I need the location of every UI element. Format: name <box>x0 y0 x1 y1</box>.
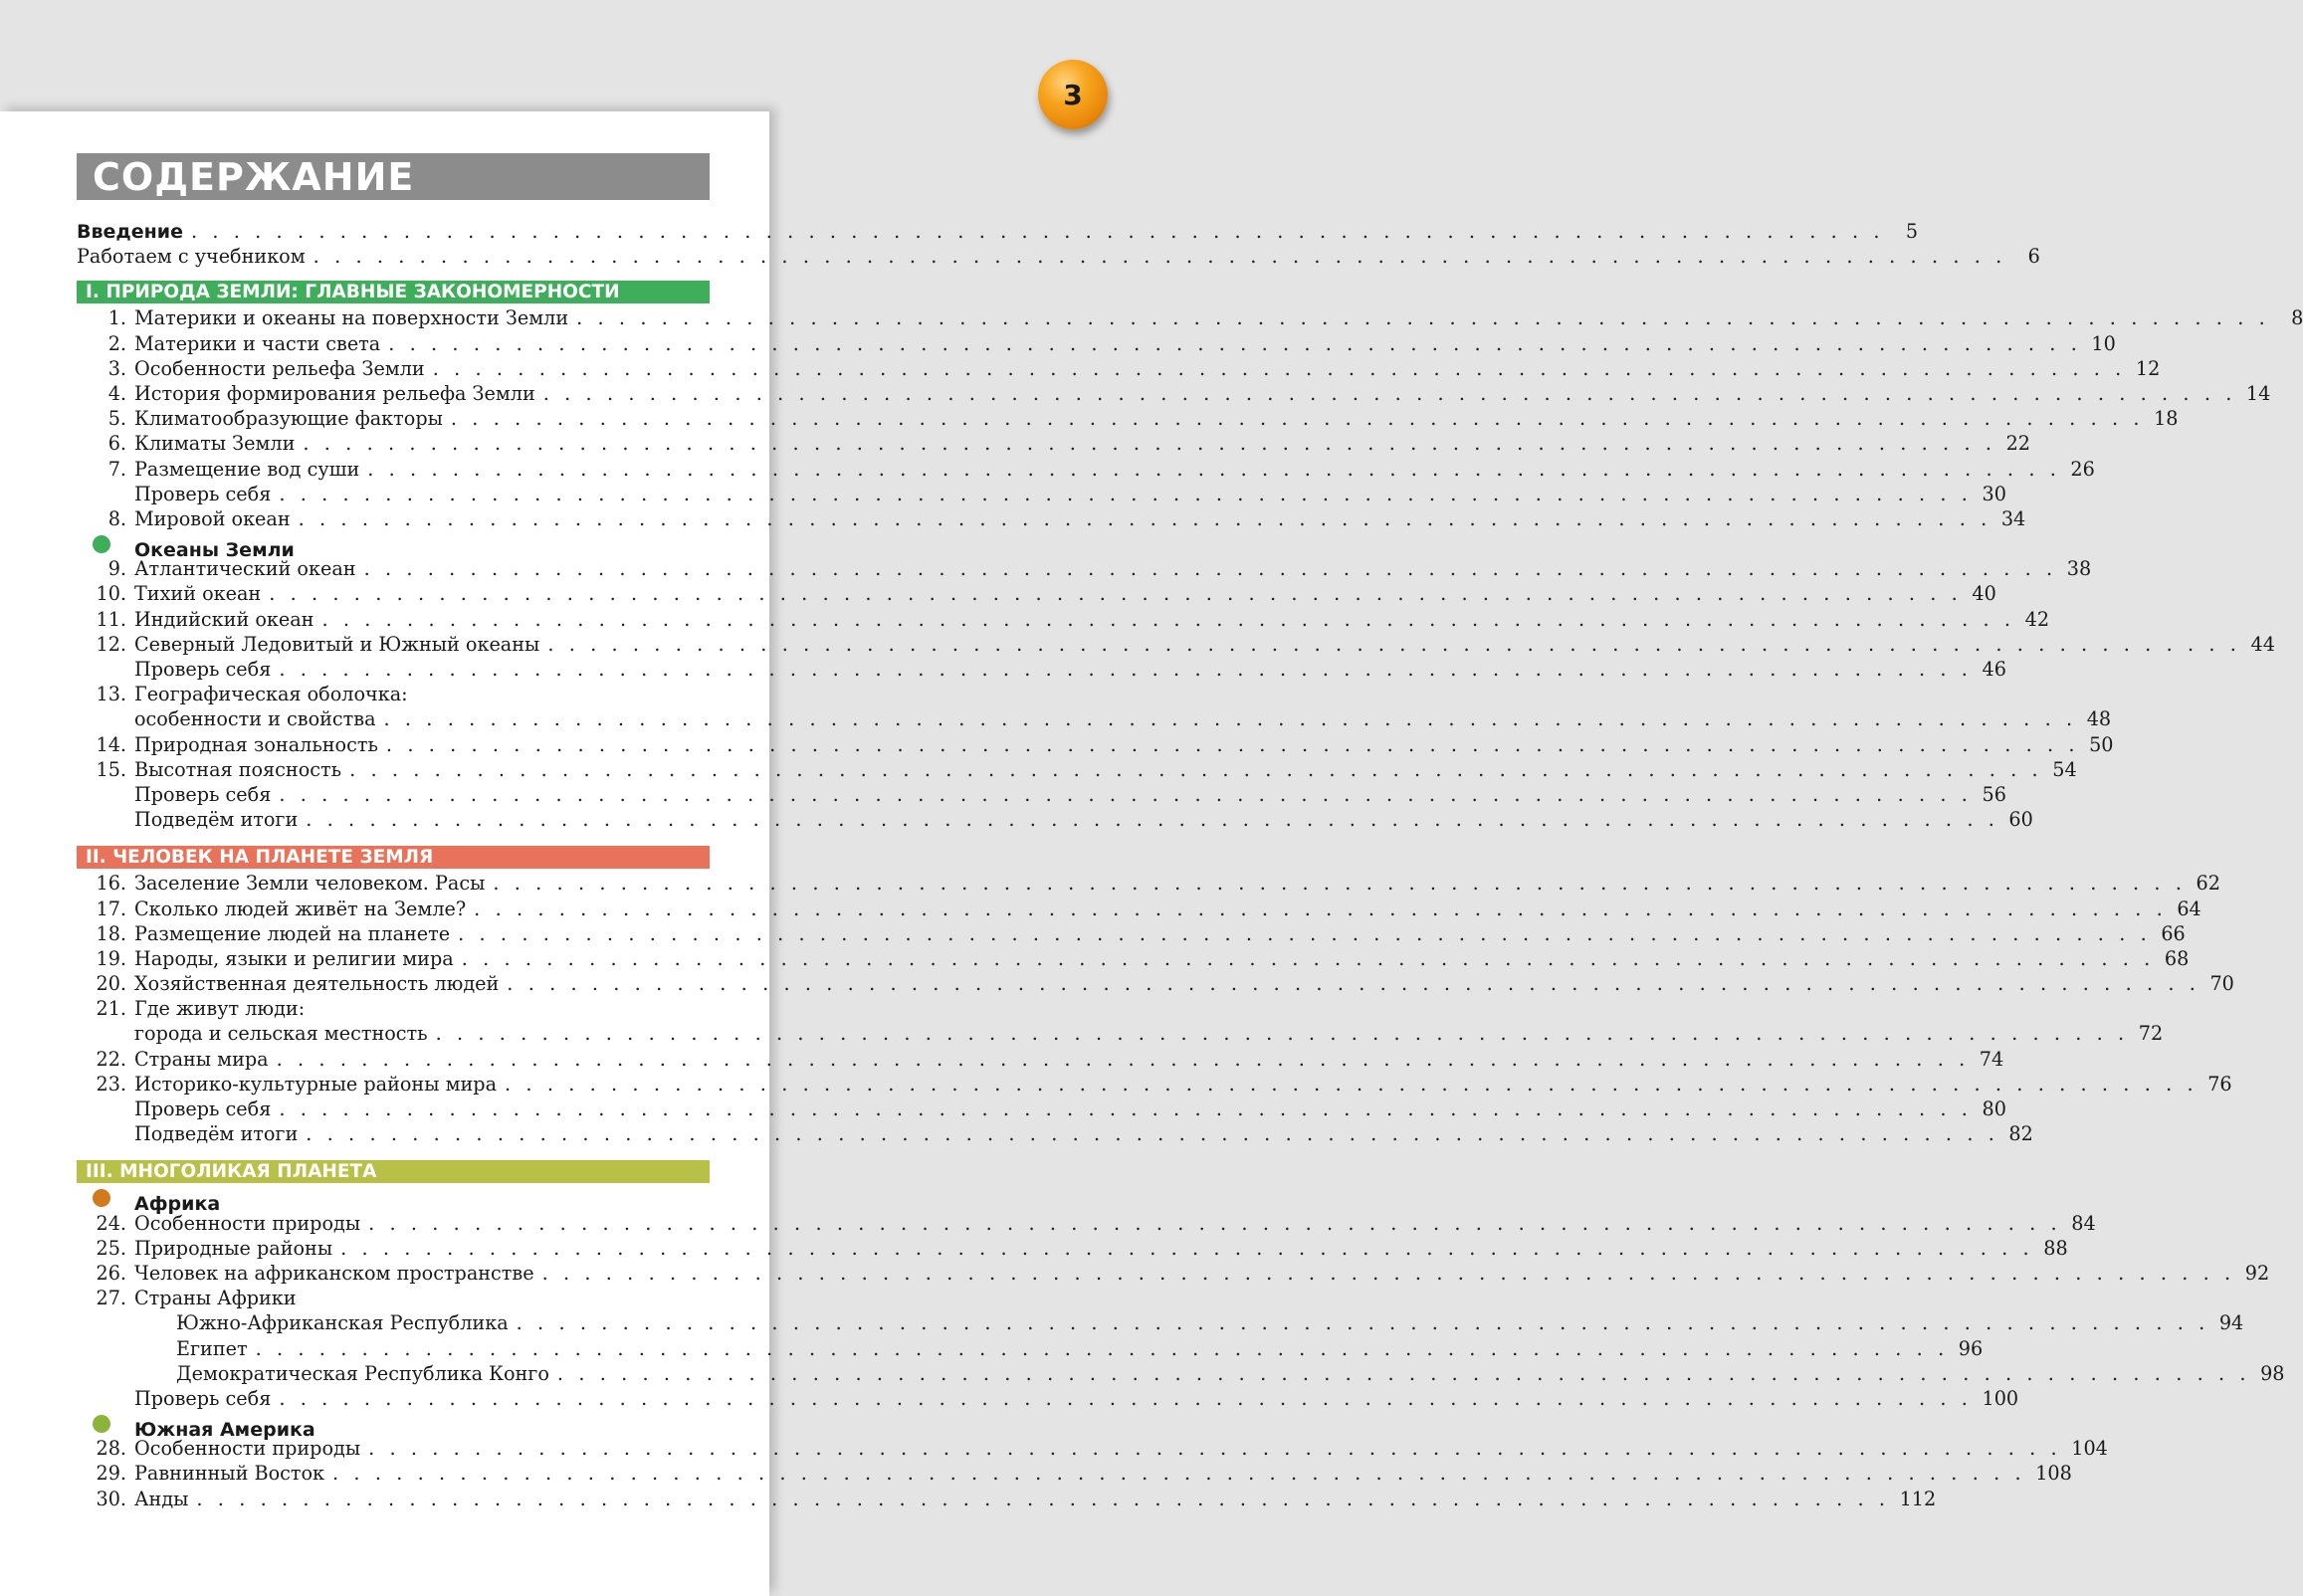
toc-entry[interactable] <box>77 305 2303 330</box>
dot-leader: . . . . . . . . . . . . . . . . . . . . . . . . . . . . . . . . . . . . . . . . . . . . . . . . . . . . . . . . . . . . . . . . . . . . . . . . . . . . . . . . <box>363 557 2057 581</box>
bullet-dot-icon <box>93 535 110 553</box>
entry-page: 104 <box>2071 1437 2108 1461</box>
entry-page: 62 <box>2196 872 2220 896</box>
toc-entry[interactable] <box>77 1336 1984 1361</box>
entry-number: 8. <box>107 506 126 530</box>
subsection-label: Африка <box>134 1193 221 1216</box>
entry-number: 26. <box>96 1261 126 1285</box>
entry-page: 22 <box>2005 432 2030 456</box>
page-sheet <box>0 111 2303 1596</box>
entry-page: 88 <box>2043 1236 2068 1260</box>
entry-number: 2. <box>107 331 126 355</box>
dot-leader: . . . . . . . . . . . . . . . . . . . . . . . . . . . . . . . . . . . . . . . . . . . . . . . . . . . . . . . . . . . . . . . . . . . . . . . . . . . . . . . . <box>435 1022 2129 1046</box>
entry-number: 16. <box>96 872 126 896</box>
dot-leader: . . . . . . . . . . . . . . . . . . . . . . . . . . . . . . . . . . . . . . . . . . . . . . . . . . . . . . . . . . . . . . . . . . . . . . . . . . . . . . . . <box>432 356 2126 380</box>
entry-label: Сколько людей живёт на Земле? <box>134 897 467 920</box>
entry-page: 74 <box>1979 1047 2004 1071</box>
dot-leader: . . . . . . . . . . . . . . . . . . . . . . . . . . . . . . . . . . . . . . . . . . . . . . . . . . . . . . . . . . . . . . . . . . . . . . . . . . . . . . . . <box>279 482 1973 505</box>
entry-label: Хозяйственная деятельность людей <box>134 972 500 996</box>
dot-leader: . . . . . . . . . . . . . . . . . . . . . . . . . . . . . . . . . . . . . . . . . . . . . . . . . . . . . . . . . . . . . . . . . . . . . . . . . . . . . . . . <box>349 757 2043 781</box>
dot-leader: . . . . . . . . . . . . . . . . . . . . . . . . . . . . . . . . . . . . . . . . . . . . . . . . . . . . . . . . . . . . . . . . . . . . . . . . . . . . . . . . <box>255 1336 1949 1360</box>
subsection-heading <box>77 531 710 562</box>
toc-entry[interactable] <box>77 632 2275 657</box>
entry-page: 8 <box>2291 306 2303 330</box>
bullet-cell <box>77 1185 134 1210</box>
entry-label: Материки и океаны на поверхности Земли <box>134 306 569 330</box>
entry-page: 10 <box>2091 331 2116 355</box>
entry-label: Работаем с учебником <box>77 245 306 269</box>
dot-leader: . . . . . . . . . . . . . . . . . . . . . . . . . . . . . . . . . . . . . . . . . . . . . . . . . . . . . . . . . . . . . . . . . . . . . . . . . . . . . . . . <box>368 1211 2062 1235</box>
dot-leader: . . . . . . . . . . . . . . . . . . . . . . . . . . . . . . . . . . . . . . . . . . . . . . . . . . . . . . . . . . . . . . . . . . . . . . . . . . . . . . . . <box>383 707 2077 731</box>
dot-leader: . . . . . . . . . . . . . . . . . . . . . . . . . . . . . . . . . . . . . . . . . . . . . . . . . . . . . . . . . . . . . . . . . . . . . . . . . . . . . . . . <box>505 1072 2198 1096</box>
toc-entry[interactable] <box>77 682 710 706</box>
dot-leader: . . . . . . . . . . . . . . . . . . . . . . . . . . . . . . . . . . . . . . . . . . . . . . . . . . . . . . . . . . . . . . . . . . . . . . . . . . . . . . . . <box>276 1047 1970 1071</box>
entry-number: 20. <box>96 972 126 996</box>
dot-leader: . . . . . . . . . . . . . . . . . . . . . . . . . . . . . . . . . . . . . . . . . . . . . . . . . . . . . . . . . . . . . . . . . . . . . . . . . . . . . . . . <box>385 732 2080 756</box>
entry-label: Размещение людей на планете <box>134 921 451 945</box>
entry-label: Высотная поясность <box>134 757 342 781</box>
toc-entry[interactable] <box>77 1487 1937 1511</box>
entry-label: Особенности природы <box>134 1211 361 1235</box>
entry-number: 23. <box>96 1072 126 1096</box>
toc-entry[interactable] <box>77 757 2077 782</box>
dot-leader: . . . . . . . . . . . . . . . . . . . . . . . . . . . . . . . . . . . . . . . . . . . . . . . . . . . . . . . . . . . . . . . . . . . . . . . . . . . . . . . . <box>458 921 2152 945</box>
dot-leader: . . . . . . . . . . . . . . . . . . . . . . . . . . . . . . . . . . . . . . . . . . . . . . . . . . . . . . . . . . . . . . . . . . . . . . . . . . . . . . . . <box>547 632 2241 656</box>
toc-entry[interactable] <box>77 356 2161 381</box>
dot-leader: . . . . . . . . . . . . . . . . . . . . . . . . . . . . . . . . . . . . . . . . . . . . . . . . . . . . . . . . . . . . . . . . . . . . . . . . . . . . . . . . <box>190 220 1885 243</box>
toc-entry[interactable] <box>77 331 2116 356</box>
entry-label: Заселение Земли человеком. Расы <box>134 872 486 896</box>
dot-leader: . . . . . . . . . . . . . . . . . . . . . . . . . . . . . . . . . . . . . . . . . . . . . . . . . . . . . . . . . . . . . . . . . . . . . . . . . . . . . . . . <box>279 1386 1973 1410</box>
entry-page: 84 <box>2071 1211 2096 1235</box>
toc-entry[interactable] <box>77 482 2006 506</box>
entry-label: Равнинный Восток <box>134 1462 325 1486</box>
section-heading: I. ПРИРОДА ЗЕМЛИ: ГЛАВНЫЕ ЗАКОНОМЕРНОСТИ <box>77 281 710 303</box>
subsection-heading <box>77 1411 710 1442</box>
page-number: 3 <box>1063 78 1083 111</box>
toc-entry[interactable] <box>77 1097 2006 1121</box>
bullet-cell <box>77 1411 134 1436</box>
entry-page: 38 <box>2066 557 2092 581</box>
toc-entry[interactable] <box>77 782 2006 807</box>
entry-label: Северный Ледовитый и Южный океаны <box>134 632 540 656</box>
bullet-dot-icon <box>93 1415 110 1433</box>
entry-number: 24. <box>96 1211 126 1235</box>
entry-page: 92 <box>2244 1261 2270 1285</box>
entry-number: 10. <box>96 582 126 606</box>
dot-leader: . . . . . . . . . . . . . . . . . . . . . . . . . . . . . . . . . . . . . . . . . . . . . . . . . . . . . . . . . . . . . . . . . . . . . . . . . . . . . . . . <box>576 306 2270 330</box>
dot-leader: . . . . . . . . . . . . . . . . . . . . . . . . . . . . . . . . . . . . . . . . . . . . . . . . . . . . . . . . . . . . . . . . . . . . . . . . . . . . . . . . <box>279 658 1973 681</box>
entry-label: Атлантический океан <box>134 557 356 581</box>
toc-entry[interactable] <box>77 1310 2244 1335</box>
toc-entry[interactable] <box>77 219 1919 244</box>
dot-leader: . . . . . . . . . . . . . . . . . . . . . . . . . . . . . . . . . . . . . . . . . . . . . . . . . . . . . . . . . . . . . . . . . . . . . . . . . . . . . . . . <box>196 1487 1890 1510</box>
entry-page: 46 <box>1982 658 2006 681</box>
dot-leader: . . . . . . . . . . . . . . . . . . . . . . . . . . . . . . . . . . . . . . . . . . . . . . . . . . . . . . . . . . . . . . . . . . . . . . . . . . . . . . . . <box>556 1361 2251 1385</box>
dot-leader: . . . . . . . . . . . . . . . . . . . . . . . . . . . . . . . . . . . . . . . . . . . . . . . . . . . . . . . . . . . . . . . . . . . . . . . . . . . . . . . . <box>541 1261 2235 1285</box>
entry-number: 9. <box>107 557 126 581</box>
page-number-badge <box>1038 60 1108 129</box>
toc-entry[interactable] <box>77 244 2040 269</box>
entry-label: Где живут люди: <box>134 997 306 1021</box>
entry-page: 6 <box>2027 245 2040 269</box>
toc-entry[interactable] <box>77 706 2112 731</box>
toc-entry[interactable] <box>77 921 2186 946</box>
entry-page: 5 <box>1905 220 1919 243</box>
entry-label: Географическая оболочка: <box>134 683 408 706</box>
entry-page: 70 <box>2209 972 2234 996</box>
entry-label: Проверь себя <box>134 658 272 681</box>
entry-label: Проверь себя <box>134 1097 272 1120</box>
subsection-heading <box>77 1185 710 1216</box>
entry-label: города и сельская местность <box>134 1022 428 1046</box>
toc-entry[interactable] <box>77 431 2030 456</box>
toc-entry[interactable] <box>77 657 2006 682</box>
dot-leader: . . . . . . . . . . . . . . . . . . . . . . . . . . . . . . . . . . . . . . . . . . . . . . . . . . . . . . . . . . . . . . . . . . . . . . . . . . . . . . . . <box>474 897 2168 920</box>
entry-page: 26 <box>2070 457 2095 481</box>
entry-label: особенности и свойства <box>134 707 376 731</box>
entry-page: 68 <box>2164 946 2190 970</box>
entry-number: 6. <box>107 432 126 456</box>
dot-leader: . . . . . . . . . . . . . . . . . . . . . . . . . . . . . . . . . . . . . . . . . . . . . . . . . . . . . . . . . . . . . . . . . . . . . . . . . . . . . . . . <box>306 1122 1999 1146</box>
entry-page: 66 <box>2161 921 2186 945</box>
entry-page: 40 <box>1972 582 1996 606</box>
entry-page: 12 <box>2135 356 2161 380</box>
entry-number: 4. <box>107 381 126 405</box>
toc-entry[interactable] <box>77 871 2220 896</box>
toc-entry[interactable] <box>77 506 2026 531</box>
dot-leader: . . . . . . . . . . . . . . . . . . . . . . . . . . . . . . . . . . . . . . . . . . . . . . . . . . . . . . . . . . . . . . . . . . . . . . . . . . . . . . . . <box>306 808 1999 832</box>
title-bar <box>77 153 710 200</box>
entry-number: 15. <box>96 757 126 781</box>
bullet-dot-icon <box>93 1189 110 1207</box>
entry-page: 50 <box>2089 732 2114 756</box>
dot-leader: . . . . . . . . . . . . . . . . . . . . . . . . . . . . . . . . . . . . . . . . . . . . . . . . . . . . . . . . . . . . . . . . . . . . . . . . . . . . . . . . <box>368 1437 2062 1461</box>
entry-label: Природная зональность <box>134 732 378 756</box>
entry-page: 34 <box>2000 506 2026 530</box>
entry-number: 17. <box>96 897 126 920</box>
entry-label: Мировой океан <box>134 506 291 530</box>
bullet-cell <box>77 531 134 556</box>
toc-entry[interactable] <box>77 996 710 1021</box>
dot-leader: . . . . . . . . . . . . . . . . . . . . . . . . . . . . . . . . . . . . . . . . . . . . . . . . . . . . . . . . . . . . . . . . . . . . . . . . . . . . . . . . <box>279 782 1973 806</box>
entry-page: 48 <box>2086 707 2112 731</box>
entry-page: 80 <box>1982 1097 2006 1120</box>
entry-label: Климатообразующие факторы <box>134 407 443 431</box>
entry-page: 76 <box>2207 1072 2232 1096</box>
page-title: СОДЕРЖАНИЕ <box>93 154 415 199</box>
entry-label: Размещение вод суши <box>134 457 360 481</box>
entry-number: 5. <box>107 407 126 431</box>
dot-leader: . . . . . . . . . . . . . . . . . . . . . . . . . . . . . . . . . . . . . . . . . . . . . . . . . . . . . . . . . . . . . . . . . . . . . . . . . . . . . . . . <box>388 331 2082 355</box>
dot-leader: . . . . . . . . . . . . . . . . . . . . . . . . . . . . . . . . . . . . . . . . . . . . . . . . . . . . . . . . . . . . . . . . . . . . . . . . . . . . . . . . <box>340 1236 2034 1260</box>
entry-number: 11. <box>96 607 126 631</box>
entry-number: 21. <box>96 997 126 1021</box>
toc-entry[interactable] <box>77 607 2050 632</box>
dot-leader: . . . . . . . . . . . . . . . . . . . . . . . . . . . . . . . . . . . . . . . . . . . . . . . . . . . . . . . . . . . . . . . . . . . . . . . . . . . . . . . . <box>367 457 2061 481</box>
entry-label: Демократическая Республика Конго <box>176 1361 549 1385</box>
toc-entry[interactable] <box>77 1121 2033 1146</box>
dot-leader: . . . . . . . . . . . . . . . . . . . . . . . . . . . . . . . . . . . . . . . . . . . . . . . . . . . . . . . . . . . . . . . . . . . . . . . . . . . . . . . . <box>493 872 2187 896</box>
toc-entry[interactable] <box>77 1461 2072 1486</box>
dot-leader: . . . . . . . . . . . . . . . . . . . . . . . . . . . . . . . . . . . . . . . . . . . . . . . . . . . . . . . . . . . . . . . . . . . . . . . . . . . . . . . . <box>279 1097 1973 1120</box>
entry-label: Страны Африки <box>134 1287 297 1310</box>
entry-label: Введение <box>77 221 183 243</box>
entry-number: 19. <box>96 946 126 970</box>
dot-leader: . . . . . . . . . . . . . . . . . . . . . . . . . . . . . . . . . . . . . . . . . . . . . . . . . . . . . . . . . . . . . . . . . . . . . . . . . . . . . . . . <box>303 432 1996 456</box>
section-heading: III. МНОГОЛИКАЯ ПЛАНЕТА <box>77 1160 710 1183</box>
entry-label: Человек на африканском пространстве <box>134 1261 534 1285</box>
dot-leader: . . . . . . . . . . . . . . . . . . . . . . . . . . . . . . . . . . . . . . . . . . . . . . . . . . . . . . . . . . . . . . . . . . . . . . . . . . . . . . . . <box>450 407 2145 431</box>
entry-label: Проверь себя <box>134 482 272 505</box>
entry-page: 64 <box>2177 897 2201 920</box>
dot-leader: . . . . . . . . . . . . . . . . . . . . . . . . . . . . . . . . . . . . . . . . . . . . . . . . . . . . . . . . . . . . . . . . . . . . . . . . . . . . . . . . <box>321 607 2015 631</box>
toc-entry[interactable] <box>77 1211 2096 1236</box>
toc-entry[interactable] <box>77 1236 2068 1261</box>
entry-label: Египет <box>176 1336 248 1360</box>
entry-label: Проверь себя <box>134 1386 272 1410</box>
entry-label: Подведём итоги <box>134 1122 299 1146</box>
entry-label: Анды <box>134 1487 189 1510</box>
entry-page: 54 <box>2052 757 2077 781</box>
toc-entry[interactable] <box>77 556 2092 581</box>
entry-label: Подведём итоги <box>134 808 299 832</box>
entry-page: 56 <box>1982 782 2006 806</box>
entry-number: 25. <box>96 1236 126 1260</box>
entry-page: 100 <box>1982 1386 2019 1410</box>
toc-entry[interactable] <box>77 946 2190 971</box>
entry-number: 28. <box>96 1437 126 1461</box>
toc-entry[interactable] <box>77 1072 2232 1097</box>
entry-label: Тихий океан <box>134 582 262 606</box>
entry-page: 82 <box>2008 1122 2033 1146</box>
subsection-label: Южная Америка <box>134 1419 315 1442</box>
toc-entry[interactable] <box>77 1436 2108 1461</box>
dot-leader: . . . . . . . . . . . . . . . . . . . . . . . . . . . . . . . . . . . . . . . . . . . . . . . . . . . . . . . . . . . . . . . . . . . . . . . . . . . . . . . . <box>507 972 2200 996</box>
entry-page: 72 <box>2138 1022 2164 1046</box>
toc-entry[interactable] <box>77 1361 2285 1386</box>
toc-entry[interactable] <box>77 732 2114 757</box>
dot-leader: . . . . . . . . . . . . . . . . . . . . . . . . . . . . . . . . . . . . . . . . . . . . . . . . . . . . . . . . . . . . . . . . . . . . . . . . . . . . . . . . <box>298 506 1991 530</box>
entry-label: Природные районы <box>134 1236 333 1260</box>
toc-entry[interactable] <box>77 971 2234 996</box>
toc-entry[interactable] <box>77 897 2201 921</box>
entry-number: 27. <box>96 1287 126 1310</box>
entry-label: Особенности природы <box>134 1437 361 1461</box>
dot-leader: . . . . . . . . . . . . . . . . . . . . . . . . . . . . . . . . . . . . . . . . . . . . . . . . . . . . . . . . . . . . . . . . . . . . . . . . . . . . . . . . <box>461 946 2155 970</box>
entry-page: 60 <box>2008 808 2033 832</box>
entry-page: 98 <box>2260 1361 2285 1385</box>
entry-number: 14. <box>96 732 126 756</box>
entry-page: 30 <box>1982 482 2006 505</box>
entry-page: 18 <box>2154 407 2179 431</box>
entry-label: Народы, языки и религии мира <box>134 946 454 970</box>
entry-label: Историко-культурные районы мира <box>134 1072 498 1096</box>
dot-leader: . . . . . . . . . . . . . . . . . . . . . . . . . . . . . . . . . . . . . . . . . . . . . . . . . . . . . . . . . . . . . . . . . . . . . . . . . . . . . . . . <box>332 1462 2026 1486</box>
dot-leader: . . . . . . . . . . . . . . . . . . . . . . . . . . . . . . . . . . . . . . . . . . . . . . . . . . . . . . . . . . . . . . . . . . . . . . . . . . . . . . . . <box>516 1311 2209 1335</box>
entry-page: 14 <box>2245 381 2271 405</box>
entry-page: 44 <box>2250 632 2275 656</box>
toc-entry[interactable] <box>77 1386 2019 1411</box>
entry-number: 30. <box>96 1487 126 1510</box>
dot-leader: . . . . . . . . . . . . . . . . . . . . . . . . . . . . . . . . . . . . . . . . . . . . . . . . . . . . . . . . . . . . . . . . . . . . . . . . . . . . . . . . <box>269 582 1963 606</box>
entry-page: 108 <box>2035 1462 2072 1486</box>
toc-entry[interactable] <box>77 1047 2004 1072</box>
toc-entry[interactable] <box>77 457 2095 482</box>
entry-number: 13. <box>96 683 126 706</box>
toc-entry[interactable] <box>77 581 1996 606</box>
entry-number: 7. <box>107 457 126 481</box>
toc-entry[interactable] <box>77 381 2271 406</box>
entry-label: История формирования рельефа Земли <box>134 381 535 405</box>
entry-page: 42 <box>2024 607 2050 631</box>
entry-label: Климаты Земли <box>134 432 296 456</box>
table-of-contents <box>77 219 2303 1511</box>
dot-leader: . . . . . . . . . . . . . . . . . . . . . . . . . . . . . . . . . . . . . . . . . . . . . . . . . . . . . . . . . . . . . . . . . . . . . . . . . . . . . . . . <box>313 245 2006 269</box>
entry-number: 22. <box>96 1047 126 1071</box>
entry-label: Южно-Африканская Республика <box>176 1311 509 1335</box>
entry-number: 18. <box>96 921 126 945</box>
toc-entry[interactable] <box>77 1286 710 1310</box>
entry-page: 94 <box>2218 1311 2244 1335</box>
entry-page: 96 <box>1958 1336 1984 1360</box>
toc-entry[interactable] <box>77 807 2033 832</box>
entry-label: Материки и части света <box>134 331 381 355</box>
entry-label: Особенности рельефа Земли <box>134 356 425 380</box>
entry-number: 12. <box>96 632 126 656</box>
entry-label: Проверь себя <box>134 782 272 806</box>
entry-number: 3. <box>107 356 126 380</box>
toc-entry[interactable] <box>77 406 2179 431</box>
subsection-label: Океаны Земли <box>134 539 295 562</box>
toc-entry[interactable] <box>77 1021 2164 1046</box>
entry-page: 112 <box>1899 1487 1937 1510</box>
section-heading: II. ЧЕЛОВЕК НА ПЛАНЕТЕ ЗЕМЛЯ <box>77 846 710 869</box>
entry-number: 1. <box>107 306 126 330</box>
dot-leader: . . . . . . . . . . . . . . . . . . . . . . . . . . . . . . . . . . . . . . . . . . . . . . . . . . . . . . . . . . . . . . . . . . . . . . . . . . . . . . . . <box>542 381 2236 405</box>
toc-entry[interactable] <box>77 1261 2270 1286</box>
entry-label: Страны мира <box>134 1047 269 1071</box>
entry-number: 29. <box>96 1462 126 1486</box>
entry-label: Индийский океан <box>134 607 314 631</box>
